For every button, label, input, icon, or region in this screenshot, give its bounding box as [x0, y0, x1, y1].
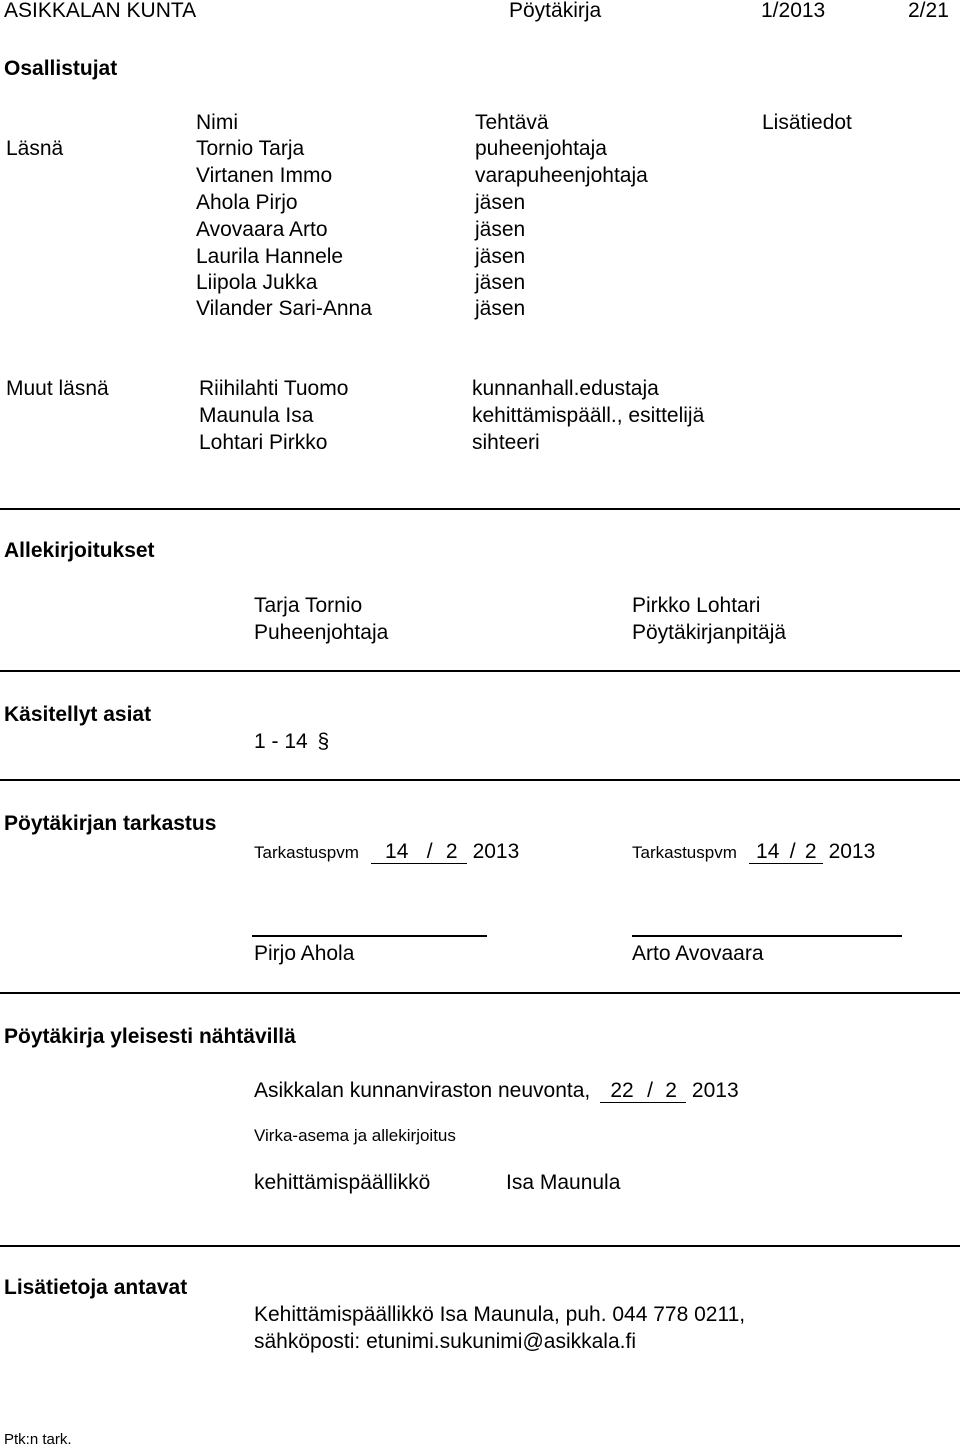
- public-day: 22: [600, 1080, 644, 1103]
- present-name: Laurila Hannele: [196, 245, 344, 268]
- other-role: kehittämispääll., esittelijä: [472, 404, 705, 427]
- review-day: 14: [371, 841, 423, 864]
- section-divider: [0, 779, 960, 781]
- info-contact-line: Kehittämispäällikkö Isa Maunula, puh. 044 778 0211,: [254, 1303, 746, 1326]
- reviewer-name: Pirjo Ahola: [254, 942, 355, 965]
- certifier-title: kehittämispäällikkö: [254, 1171, 431, 1194]
- present-label: Läsnä: [6, 137, 64, 160]
- participants-title: Osallistujat: [4, 57, 118, 80]
- review-month: 2: [799, 841, 823, 864]
- signatures-title: Allekirjoitukset: [4, 539, 155, 562]
- signature-line: [632, 935, 902, 937]
- doc-number: 1/2013: [761, 0, 826, 22]
- other-name: Maunula Isa: [199, 404, 314, 427]
- chair-role: Puheenjohtaja: [254, 621, 389, 644]
- present-name: Tornio Tarja: [196, 137, 305, 160]
- present-role: puheenjohtaja: [475, 137, 607, 160]
- certification-label: Virka-asema ja allekirjoitus: [254, 1126, 456, 1145]
- other-role: sihteeri: [472, 431, 540, 454]
- present-role: jäsen: [475, 245, 526, 268]
- public-place-date: [254, 1080, 739, 1103]
- section-sign: §: [317, 730, 330, 753]
- review-year: 2013: [472, 840, 520, 863]
- items-title: Käsitellyt asiat: [4, 703, 152, 726]
- present-role: jäsen: [475, 218, 526, 241]
- signature-line: [252, 935, 487, 937]
- section-divider: [0, 1245, 960, 1247]
- other-present-label: Muut läsnä: [6, 377, 109, 400]
- section-divider: [0, 992, 960, 994]
- date-slash: /: [423, 841, 437, 864]
- section-divider: [0, 670, 960, 672]
- other-role: kunnanhall.edustaja: [472, 377, 659, 400]
- review-year: 2013: [828, 840, 876, 863]
- public-year: 2013: [691, 1079, 739, 1102]
- review-title: Pöytäkirjan tarkastus: [4, 812, 217, 835]
- review-date-label: Tarkastuspvm: [254, 843, 359, 862]
- present-name: Liipola Jukka: [196, 271, 318, 294]
- secretary-name: Pirkko Lohtari: [632, 594, 761, 617]
- present-role: jäsen: [475, 191, 526, 214]
- review-day: 14: [749, 841, 787, 864]
- minutes-check-label: Ptk:n tark.: [4, 1431, 72, 1448]
- other-name: Riihilahti Tuomo: [199, 377, 349, 400]
- section-divider: [0, 508, 960, 510]
- col-role-header: Tehtävä: [475, 111, 549, 134]
- col-info-header: Lisätiedot: [762, 111, 852, 134]
- items-range: [254, 731, 329, 752]
- public-title: Pöytäkirja yleisesti nähtävillä: [4, 1025, 296, 1048]
- present-role: jäsen: [475, 297, 526, 320]
- review-date-right: [632, 841, 875, 864]
- present-role: jäsen: [475, 271, 526, 294]
- present-name: Virtanen Immo: [196, 164, 333, 187]
- review-month: 2: [437, 841, 467, 864]
- present-role: varapuheenjohtaja: [475, 164, 648, 187]
- present-name: Ahola Pirjo: [196, 191, 298, 214]
- doc-type: Pöytäkirja: [509, 0, 602, 22]
- review-date-label: Tarkastuspvm: [632, 843, 737, 862]
- col-name-header: Nimi: [196, 111, 238, 134]
- date-slash: /: [644, 1080, 656, 1103]
- chair-name: Tarja Tornio: [254, 594, 363, 617]
- secretary-role: Pöytäkirjanpitäjä: [632, 621, 787, 644]
- reviewer-name: Arto Avovaara: [632, 942, 764, 965]
- org-name: ASIKKALAN KUNTA: [4, 0, 197, 22]
- present-name: Vilander Sari-Anna: [196, 297, 372, 320]
- public-month: 2: [656, 1080, 686, 1103]
- review-date-left: [254, 841, 519, 864]
- public-place: Asikkalan kunnanviraston neuvonta,: [254, 1079, 591, 1102]
- other-name: Lohtari Pirkko: [199, 431, 328, 454]
- items-range-value: 1 - 14: [254, 730, 308, 753]
- page-number: 2/21: [908, 0, 949, 22]
- certifier-name: Isa Maunula: [506, 1171, 621, 1194]
- date-slash: /: [787, 841, 799, 864]
- present-name: Avovaara Arto: [196, 218, 328, 241]
- info-title: Lisätietoja antavat: [4, 1276, 188, 1299]
- info-email-line: sähköposti: etunimi.sukunimi@asikkala.fi: [254, 1330, 636, 1353]
